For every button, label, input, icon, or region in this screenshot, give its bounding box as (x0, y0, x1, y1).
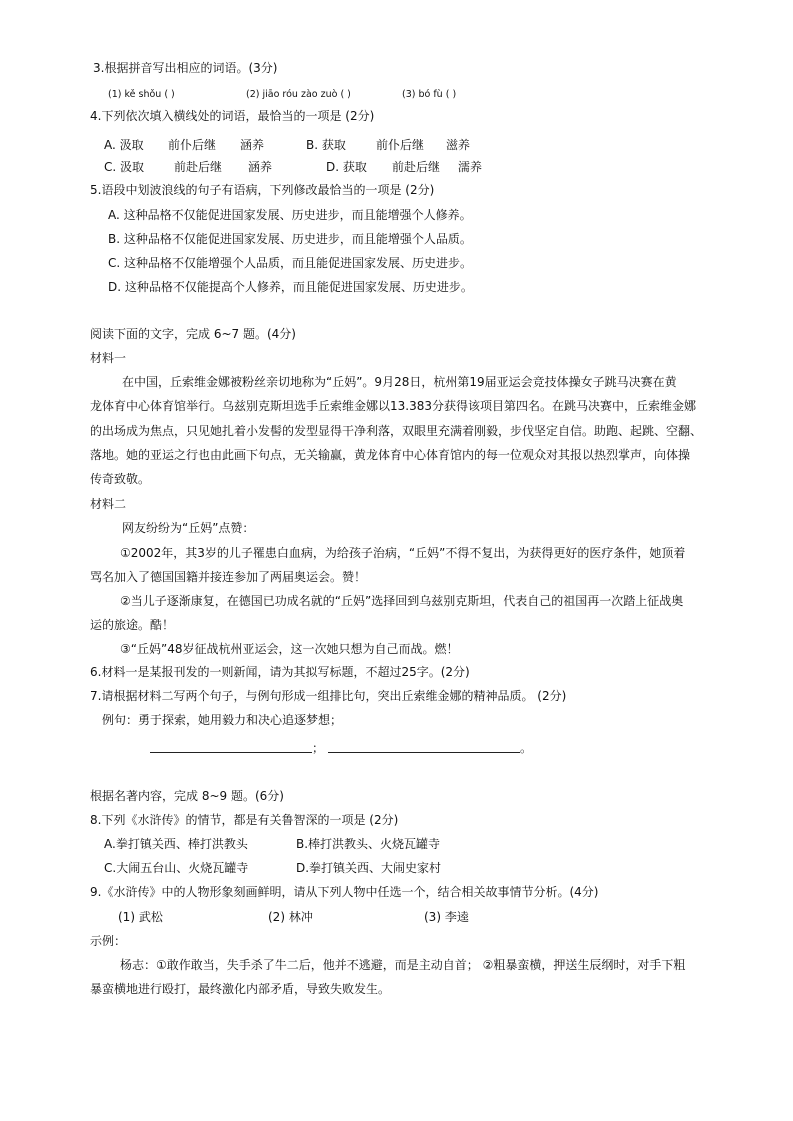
material-1-line-4: 落地。她的亚运之行也由此画下句点，无关输赢，黄龙体育中心体育馆内的每一位观众对其报以热烈掌声，向体操 (90, 448, 691, 462)
q4-a-label: A. 汲取 (104, 138, 144, 152)
material-1-label: 材料一 (90, 351, 127, 365)
q4-c-word3: 涵养 (248, 160, 273, 174)
q6-title: 6.材料一是某报刊发的一则新闻，请为其拟写标题，不超过25字。(2分) (90, 665, 470, 679)
material-2-line-3: ②当儿子逐渐康复，在德国已功成名就的“丘妈”选择回到乌兹别克斯坦，代表自己的祖国再一次踏上征战奥 (120, 594, 684, 608)
q7-answer-blank-2[interactable] (328, 752, 520, 753)
q7-answer-blank-1[interactable] (150, 752, 312, 753)
q9-example-line-1: 杨志：①敢作敢当，失手杀了牛二后，他并不逃避，而是主动自首； ②粗暴蛮横，押送生辰纲时，对手下粗 (120, 958, 686, 972)
q4-a-word3: 涵养 (240, 138, 265, 152)
q9-choice-1: (1) 武松 (118, 910, 163, 924)
q9-title: 9.《水浒传》中的人物形象刻画鲜明，请从下列人物中任选一个，结合相关故事情节分析。(4分) (90, 885, 599, 899)
q3-item-3: (3) bó fù ( ) (402, 89, 457, 100)
q9-example-label: 示例： (90, 934, 127, 948)
q3-item-2: (2) jiāo róu zào zuò ( ) (246, 89, 351, 100)
q9-example-line-2: 暴蛮横地进行殴打，最终激化内部矛盾，导致失败发生。 (90, 982, 391, 996)
q4-d-word3: 濡养 (458, 160, 483, 174)
q4-c-word2: 前赴后继 (174, 160, 223, 174)
reading-intro: 阅读下面的文字，完成 6~7 题。(4分) (90, 327, 296, 341)
q5-title: 5.语段中划波浪线的句子有语病，下列修改最恰当的一项是 (2分) (90, 183, 435, 197)
q3-title: 3.根据拼音写出相应的词语。(3分) (93, 61, 278, 75)
q4-d-label: D. 获取 (326, 160, 367, 174)
q4-title: 4.下列依次填入横线处的词语，最恰当的一项是 (2分) (90, 109, 375, 123)
classic-intro: 根据名著内容，完成 8~9 题。(6分) (90, 789, 284, 803)
q7-separator: ； (312, 741, 325, 755)
material-2-line-1: ①2002年，其3岁的儿子罹患白血病，为给孩子治病，“丘妈”不得不复出，为获得更好的医疗条件，她顶着 (120, 546, 686, 560)
material-2-line-2: 骂名加入了德国国籍并接连参加了两届奥运会。赞！ (90, 570, 367, 584)
material-1-line-1: 在中国，丘索维金娜被粉丝亲切地称为“丘妈”。9月28日，杭州第19届亚运会竞技体操女子跳马决赛在黄 (122, 375, 677, 389)
q4-b-word2: 前仆后继 (376, 138, 425, 152)
material-2-line-4: 运的旅途。酷！ (90, 618, 175, 632)
q4-a-word2: 前仆后继 (168, 138, 217, 152)
material-1-line-5: 传奇致敬。 (90, 472, 151, 486)
q8-option-a: A.拳打镇关西、棒打洪教头 (104, 837, 248, 851)
material-2-intro: 网友纷纷为“丘妈”点赞： (122, 521, 255, 535)
q5-option-b: B. 这种品格不仅能促进国家发展、历史进步，而且能增强个人品质。 (108, 232, 472, 246)
q5-option-c: C. 这种品格不仅能增强个人品质，而且能促进国家发展、历史进步。 (108, 256, 473, 270)
q7-period: 。 (520, 741, 533, 755)
q4-d-word2: 前赴后继 (392, 160, 441, 174)
material-2-label: 材料二 (90, 497, 127, 511)
q8-option-b: B.棒打洪教头、火烧瓦罐寺 (296, 837, 441, 851)
q3-item-1: (1) kě shǒu ( ) (108, 89, 175, 100)
q9-choice-3: (3) 李逵 (424, 910, 469, 924)
material-1-line-2: 龙体育中心体育馆举行。乌兹别克斯坦选手丘索维金娜以13.383分获得该项目第四名。在跳马决赛中，丘索维金娜 (90, 399, 696, 413)
q7-title: 7.请根据材料二写两个句子，与例句形成一组排比句，突出丘索维金娜的精神品质。 (2分) (90, 689, 567, 703)
material-2-line-5: ③“丘妈”48岁征战杭州亚运会，这一次她只想为自己而战。燃！ (120, 642, 459, 656)
q8-option-c: C.大闹五台山、火烧瓦罐寺 (104, 861, 249, 875)
material-1-line-3: 的出场成为焦点，只见她扎着小发髻的发型显得干净利落，双眼里充满着刚毅，步伐坚定自信。助跑、起跳、空翻、 (90, 424, 703, 438)
q9-choice-2: (2) 林冲 (268, 910, 313, 924)
q4-b-label: B. 获取 (306, 138, 346, 152)
q5-option-a: A. 这种品格不仅能促进国家发展、历史进步，而且能增强个人修养。 (108, 208, 472, 222)
q8-option-d: D.拳打镇关西、大闹史家村 (296, 861, 442, 875)
q5-option-d: D. 这种品格不仅能提高个人修养，而且能促进国家发展、历史进步。 (108, 280, 473, 294)
q7-example: 例句：勇于探索，她用毅力和决心追逐梦想； (102, 713, 343, 727)
q4-b-word3: 滋养 (446, 138, 471, 152)
q4-c-label: C. 汲取 (104, 160, 145, 174)
q8-title: 8.下列《水浒传》的情节，都是有关鲁智深的一项是 (2分) (90, 813, 399, 827)
